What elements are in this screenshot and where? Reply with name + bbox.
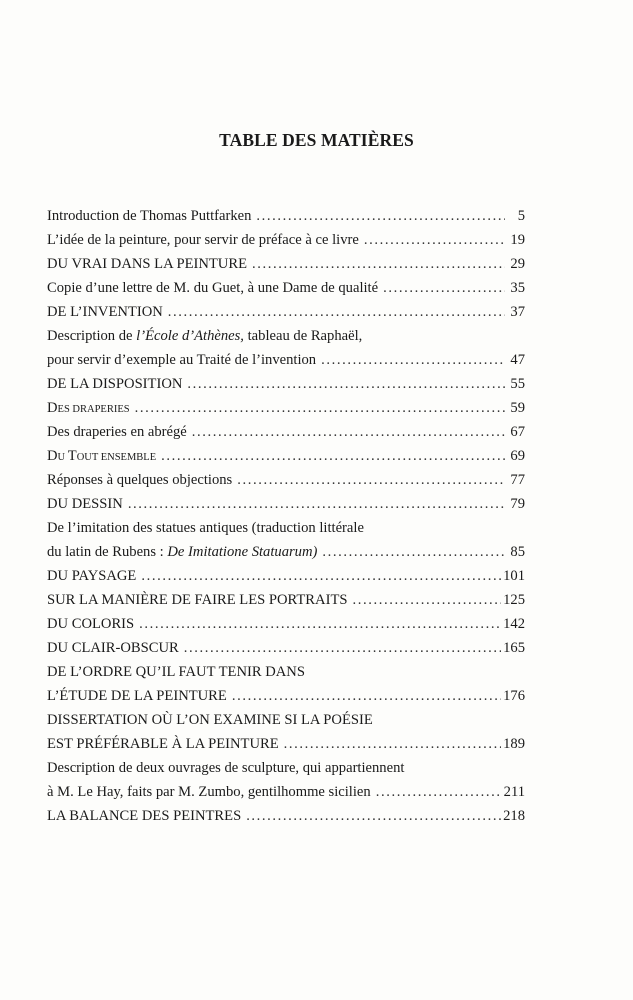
toc-entry [47,372,525,396]
toc-entry [47,420,525,444]
dot-leader [376,780,502,804]
toc-entry-title: DU DESSIN [47,496,123,512]
dot-leader [383,276,505,300]
toc-entry-page: 77 [510,472,525,488]
toc-entry-page: 19 [510,232,525,248]
toc-entry-page: 125 [503,592,525,608]
toc-entry-title: EST PRÉFÉRABLE À LA PEINTURE [47,736,279,752]
toc-entry-page: 165 [503,640,525,656]
toc-entry [47,204,525,228]
toc-entry-title: du latin de Rubens : De Imitatione Statuarum) [47,544,318,560]
toc-entry-title: DU PAYSAGE [47,568,137,584]
toc-entry-page: 47 [510,352,525,368]
toc-entry [47,252,525,276]
toc-entry-title: DU VRAI DANS LA PEINTURE [47,256,247,272]
artwork-title: l’École d’Athènes, [136,328,244,344]
toc-entry-page: 218 [503,808,525,824]
toc-entry-continued [47,660,525,684]
dot-leader [128,492,505,516]
toc-entry-title: LA BALANCE DES PEINTRES [47,808,242,824]
toc-entry [47,540,525,564]
toc-entry-page: 79 [510,496,525,512]
dot-leader [141,564,501,588]
toc-entry [47,444,525,468]
toc-entry-title: pour servir d’exemple au Traité de l’invention [47,352,317,368]
toc-entry-title: L’idée de la peinture, pour servir de préface à ce livre [47,232,359,248]
toc-entry-title: DU COLORIS [47,616,135,632]
toc-entry-title: DE L’INVENTION [47,304,163,320]
toc-entry-title: à M. Le Hay, faits par M. Zumbo, gentilhomme sicilien [47,784,371,800]
toc-entry [47,564,525,588]
toc-entry-page: 176 [503,688,525,704]
dot-leader [135,396,505,420]
toc-entry [47,468,525,492]
dot-leader [237,468,505,492]
toc-entry-title: SUR LA MANIÈRE DE FAIRE LES PORTRAITS [47,592,348,608]
toc-entry [47,612,525,636]
toc-entry-continued [47,708,525,732]
dot-leader [246,804,501,828]
toc-entry-title: DU CLAIR-OBSCUR [47,640,179,656]
toc-entry-title: DISSERTATION OÙ L’ON EXAMINE SI LA POÉSIE [47,712,373,728]
toc-entry-page: 189 [503,736,525,752]
toc-entry-page: 5 [517,208,525,224]
dot-leader [322,540,505,564]
toc-entry [47,492,525,516]
toc-entry-continued [47,324,525,348]
dot-leader [187,372,505,396]
dot-leader [321,348,505,372]
dot-leader [364,228,505,252]
toc-entry-page: 101 [503,568,525,584]
toc-entry [47,348,525,372]
toc-entry-title: Copie d’une lettre de M. du Guet, à une Dame de qualité [47,280,379,296]
dot-leader [252,252,505,276]
dot-leader [161,444,505,468]
dot-leader [184,636,501,660]
toc-entry [47,588,525,612]
dot-leader [168,300,505,324]
dot-leader [192,420,505,444]
toc-entry-continued [47,516,525,540]
toc-entry-page: 142 [503,616,525,632]
toc-entry-title: DE L’ORDRE QU’IL FAUT TENIR DANS [47,664,305,680]
dot-leader [284,732,501,756]
dot-leader [139,612,501,636]
toc-entry-title: L’ÉTUDE DE LA PEINTURE [47,688,227,704]
toc-entry [47,300,525,324]
toc-entry [47,804,525,828]
toc-entry [47,636,525,660]
toc-entry-title: Description de l’École d’Athènes, tableau de Raphaël, [47,328,363,344]
toc-entry [47,732,525,756]
toc-entry [47,276,525,300]
toc-entry-title: Des draperies en abrégé [47,424,187,440]
work-title: De Imitatione Statuarum) [167,544,318,560]
toc-entry-title: De l’imitation des statues antiques (traduction littérale [47,520,364,536]
toc-entry [47,684,525,708]
toc-entry-title: Introduction de Thomas Puttfarken [47,208,252,224]
toc-entry-title: DU TOUT ENSEMBLE [47,448,157,464]
dot-leader [352,588,501,612]
toc-entry-page: 69 [510,448,525,464]
toc-entry-page: 37 [510,304,525,320]
page-title: TABLE DES MATIÈRES [219,130,414,150]
toc-entry-page: 67 [510,424,525,440]
table-of-contents [47,204,525,828]
toc-entry-page: 29 [510,256,525,272]
toc-entry-page: 85 [510,544,525,560]
dot-leader [232,684,501,708]
dot-leader [256,204,505,228]
toc-entry-title: DES DRAPERIES [47,400,130,416]
toc-entry-title: Description de deux ouvrages de sculpture, qui appartiennent [47,760,405,776]
toc-entry [47,396,525,420]
toc-entry-continued [47,756,525,780]
toc-entry-title: DE LA DISPOSITION [47,376,183,392]
toc-entry-title: Réponses à quelques objections [47,472,233,488]
toc-entry [47,780,525,804]
toc-entry-page: 35 [510,280,525,296]
toc-entry-page: 211 [503,784,525,800]
toc-entry-page: 59 [510,400,525,416]
toc-entry-page: 55 [510,376,525,392]
toc-entry [47,228,525,252]
